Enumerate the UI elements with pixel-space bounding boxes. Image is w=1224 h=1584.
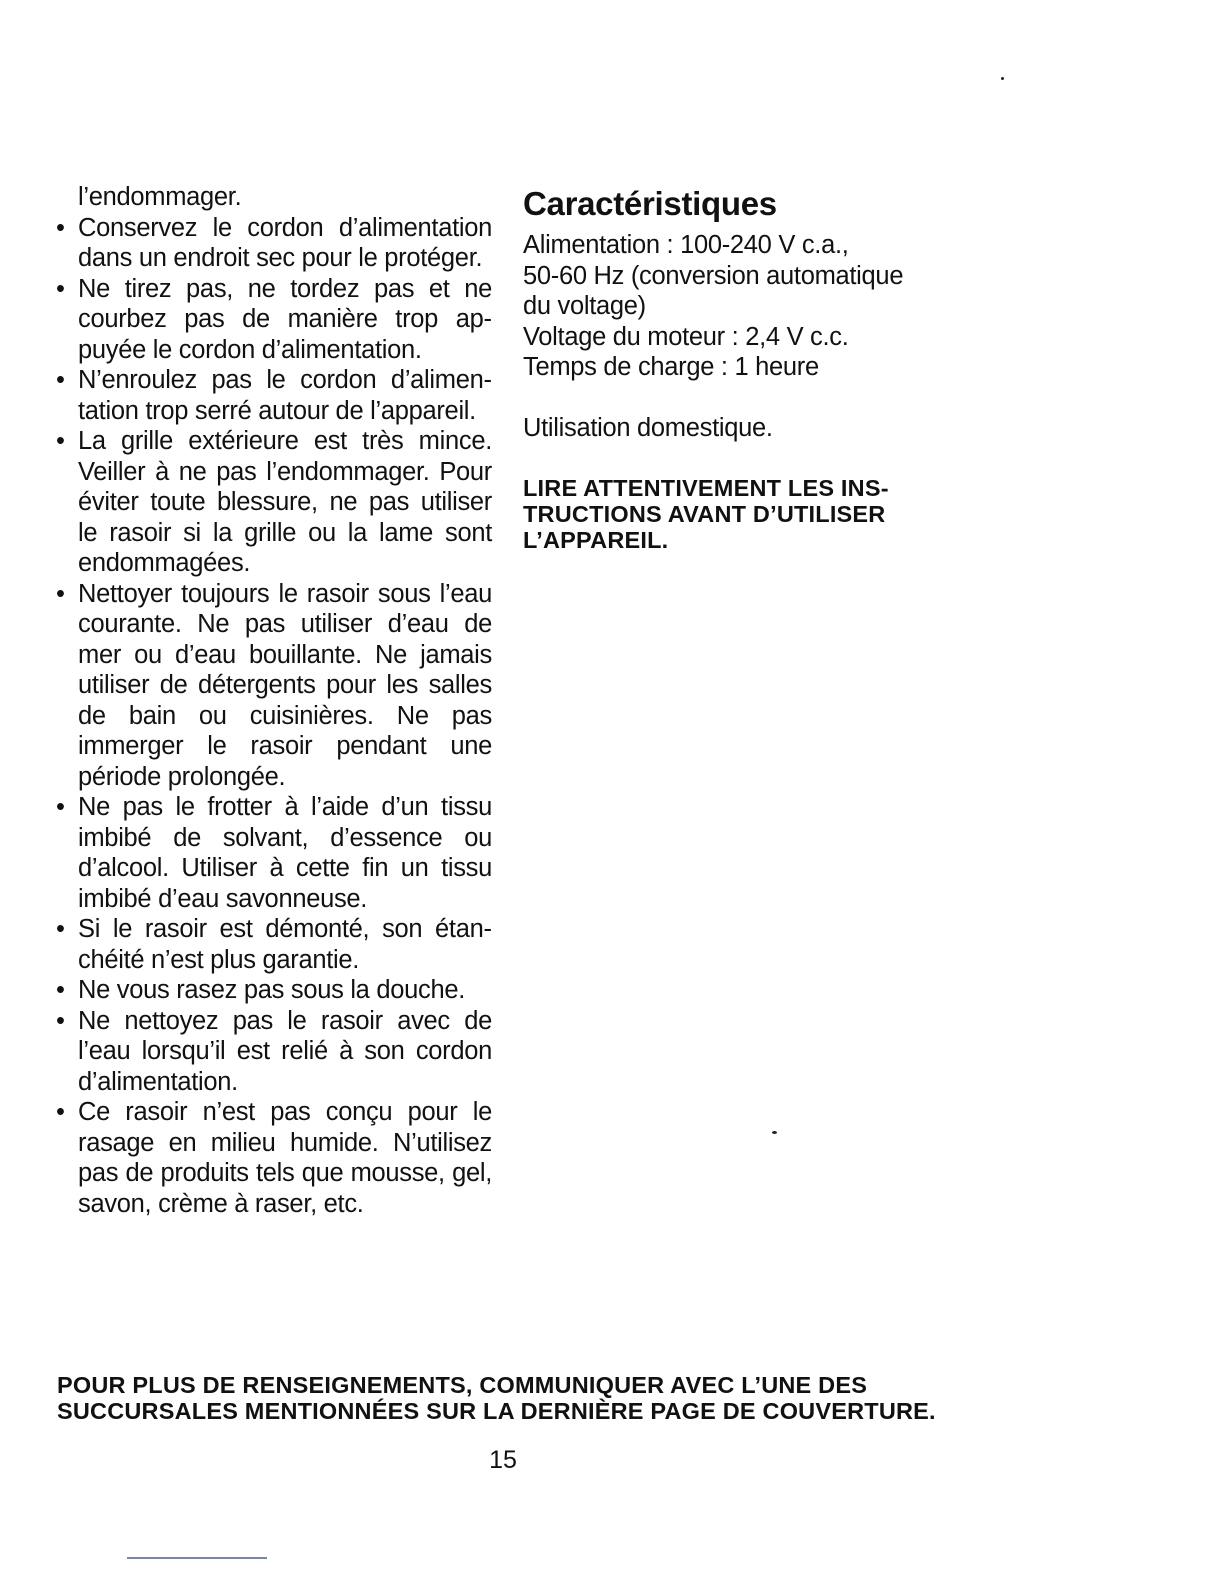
bullet-item: • La grille extérieure est très mince. Veiller à ne pas l’endommager. Pour éviter toute blessure, ne pas utiliser le rasoir si la grille ou la lame sont endommagées. (52, 426, 492, 579)
scan-speck (1001, 77, 1004, 80)
specs-block (523, 230, 953, 383)
bullet-item: • Si le rasoir est démonté, son étanchéité n’est plus garantie. (52, 914, 492, 975)
bullet-item: • Conservez le cordon d’alimentation dans un endroit sec pour le protéger. (52, 213, 492, 274)
spec-frequency-cont: du voltage) (523, 292, 646, 320)
bullet-item: • Ne vous rasez pas sous la douche. (52, 975, 492, 1006)
bullet-item: • Ne pas le frotter à l’aide d’un tissu imbibé de solvant, d’essence ou d’alcool. Utiliser à cette fin un tissu imbibé d’eau savonneuse. (52, 792, 492, 914)
bullet-item: • Ne tirez pas, ne tordez pas et ne courbez pas de manière trop appuyée le cordon d’alimentation. (52, 274, 492, 366)
usage-note: Utilisation domestique. (523, 413, 773, 442)
section-heading: Caractéristiques (523, 185, 777, 222)
spec-power: Alimentation : 100-240 V c.a., (523, 231, 849, 259)
bottom-rule (127, 1557, 267, 1559)
continued-text: l’endommager. (78, 183, 242, 211)
spec-motor-voltage: Voltage du moteur : 2,4 V c.c. (523, 322, 849, 351)
safety-instructions-column (52, 182, 492, 1219)
bullet-item: • Ne nettoyez pas le rasoir avec de l’eau lorsqu’il est relié à son cordon d’alimentation. (52, 1006, 492, 1098)
bullet-item: • N’enroulez pas le cordon d’alimentation trop serré autour de l’appareil. (52, 365, 492, 426)
footer-notice: POUR PLUS DE RENSEIGNEMENTS, COMMUNIQUER AVEC L’UNE DES SUCCURSALES MENTIONNÉES SUR LA DERNIÈRE PAGE DE COUVERTURE. (57, 1372, 936, 1424)
safety-bullet-list (52, 213, 492, 1220)
specifications-column (523, 182, 953, 553)
scan-speck (772, 1131, 777, 1134)
bullet-item: • Nettoyer toujours le rasoir sous l’eau courante. Ne pas utiliser d’eau de mer ou d’eau bouillante. Ne jamais utiliser de détergents pour les salles de bain ou cuisinières. Ne pas immerger le rasoir pendant une période prolongée. (52, 579, 492, 793)
spec-charge-time: Temps de charge : 1 heure (523, 353, 819, 381)
read-instructions-warning: LIRE ATTENTIVEMENT LES INSTRUCTIONS AVANT D’UTILISER L’APPAREIL. (523, 475, 889, 553)
spec-frequency: 50-60 Hz (conversion automatique (523, 261, 904, 290)
page-number: 15 (489, 1446, 517, 1474)
bullet-item: • Ce rasoir n’est pas conçu pour le rasage en milieu humide. N’utilisez pas de produits tels que mousse, gel, savon, crème à raser, etc. (52, 1097, 492, 1219)
